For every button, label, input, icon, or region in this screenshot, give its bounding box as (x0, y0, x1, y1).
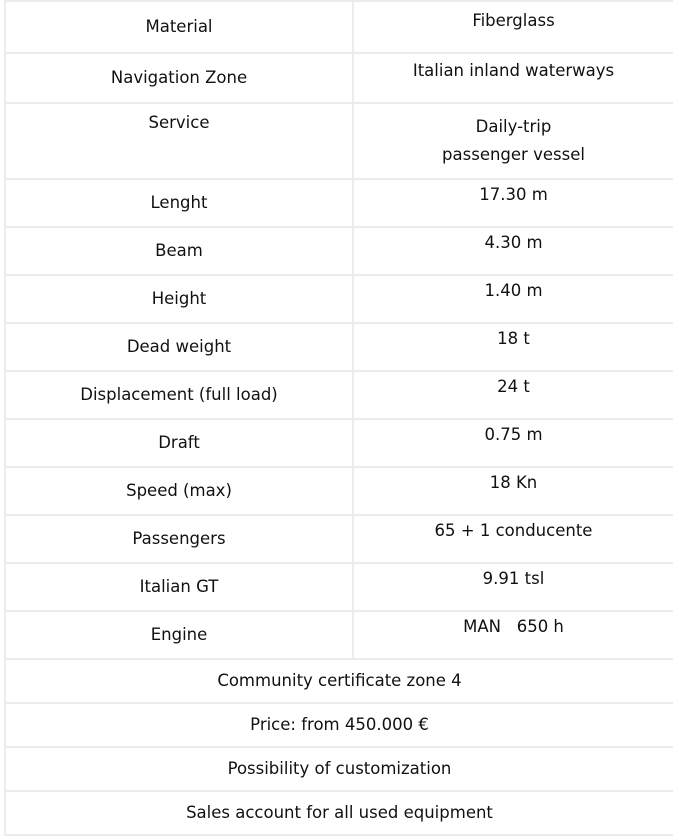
note-row-certificate (5, 659, 673, 703)
spec-label: Navigation Zone (5, 53, 353, 103)
note-text: Possibility of customization (5, 747, 673, 791)
spec-value-line: Daily-trip (475, 117, 552, 136)
spec-value: Fiberglass (353, 1, 673, 53)
spec-row-service (5, 103, 673, 179)
spec-value: MAN 650 h (353, 611, 673, 659)
spec-value (353, 103, 673, 179)
spec-row-beam (5, 227, 673, 275)
spec-label: Material (5, 1, 353, 53)
spec-value: 4.30 m (353, 227, 673, 275)
note-row-price (5, 703, 673, 747)
spec-value: 65 + 1 conducente (353, 515, 673, 563)
spec-label: Draft (5, 419, 353, 467)
spec-label: Service (5, 103, 353, 179)
spec-value: 18 Kn (353, 467, 673, 515)
spec-label: Speed (max) (5, 467, 353, 515)
note-row-sales-account (5, 791, 673, 835)
spec-value: 17.30 m (353, 179, 673, 227)
spec-row-displacement (5, 371, 673, 419)
spec-row-dead-weight (5, 323, 673, 371)
spec-row-speed (5, 467, 673, 515)
spec-label: Lenght (5, 179, 353, 227)
spec-value: 0.75 m (353, 419, 673, 467)
spec-row-engine (5, 611, 673, 659)
spec-label: Passengers (5, 515, 353, 563)
spec-row-length (5, 179, 673, 227)
spec-row-italian-gt (5, 563, 673, 611)
spec-row-navigation-zone (5, 53, 673, 103)
note-row-customization (5, 747, 673, 791)
spec-row-passengers (5, 515, 673, 563)
spec-value: 9.91 tsl (353, 563, 673, 611)
spec-row-height (5, 275, 673, 323)
spec-label: Height (5, 275, 353, 323)
note-text: Sales account for all used equipment (5, 791, 673, 835)
spec-value: 18 t (353, 323, 673, 371)
spec-value-line: passenger vessel (442, 145, 585, 164)
spec-label: Beam (5, 227, 353, 275)
spec-row-material (5, 1, 673, 53)
note-text: Price: from 450.000 € (5, 703, 673, 747)
spec-label: Dead weight (5, 323, 353, 371)
spec-label: Italian GT (5, 563, 353, 611)
spec-value: 24 t (353, 371, 673, 419)
specifications-table (4, 0, 673, 836)
spec-label: Engine (5, 611, 353, 659)
spec-value: Italian inland waterways (353, 53, 673, 103)
spec-label: Displacement (full load) (5, 371, 353, 419)
spec-value: 1.40 m (353, 275, 673, 323)
note-text: Community certificate zone 4 (5, 659, 673, 703)
spec-row-draft (5, 419, 673, 467)
